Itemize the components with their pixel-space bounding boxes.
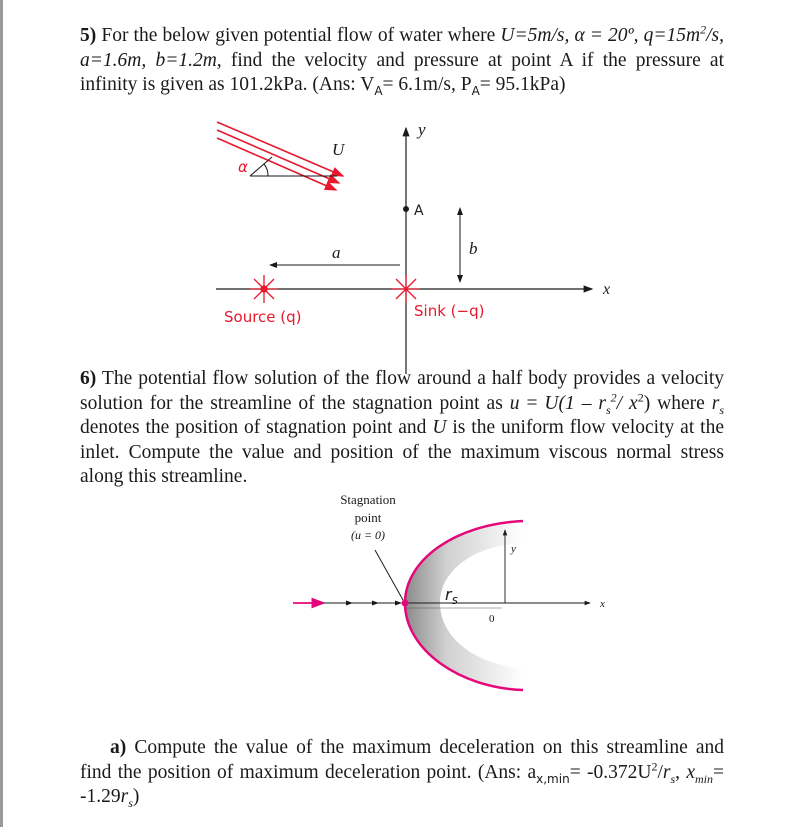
text-run: = [519, 392, 545, 414]
answer-pressure: = 95.1kPa) [479, 74, 566, 95]
label-origin: 0 [489, 613, 495, 625]
subscript: s [128, 795, 133, 810]
text-run: ) [643, 392, 651, 414]
label-U: U [332, 140, 345, 159]
value-alpha: = 20º, [584, 25, 639, 46]
text-run: ) [132, 786, 140, 807]
stagnation-leader [375, 550, 403, 600]
label-rs: $r_s$ [445, 585, 458, 607]
subscript: min [695, 771, 713, 786]
value-b: =1.2m, [165, 49, 222, 71]
answer-velocity: = 6.1m/s, P [382, 74, 472, 95]
label-x-2: x [600, 598, 605, 610]
label-y-2: y [511, 543, 516, 555]
superscript: 2 [637, 390, 644, 404]
value-U: =5m/s, [514, 25, 575, 46]
value-q: =15m [653, 25, 701, 46]
symbol-U: U [544, 392, 559, 414]
part-a-label: a) [110, 737, 127, 758]
symbol-U: U [500, 25, 515, 46]
subscript: s [670, 771, 676, 786]
subscript: s [719, 402, 725, 417]
text-run: , [675, 761, 687, 783]
subscript: x,min [536, 771, 570, 786]
text-run: denotes the position of stagnation point and [80, 417, 433, 438]
symbol-u: u [509, 392, 520, 414]
part-a-text [80, 736, 724, 810]
text-run: / [657, 761, 663, 783]
equation-part: (1 – [558, 392, 599, 414]
unit-q: /s, [706, 25, 724, 46]
symbol-r: r [662, 761, 671, 783]
symbol-r: r [598, 392, 606, 414]
label-source: Source (q) [224, 308, 302, 326]
text-run: find the velocity and pressure at point A if the pressure at infinity is given as 101.2kPa. (Ans: V [80, 49, 724, 95]
text-run: The potential flow solution of the flow around a half body provides a velocity solution for the streamline of the stagnation point as [80, 368, 724, 414]
value-a: =1.6m, [89, 49, 156, 71]
text-run: is the uniform flow velocity at the inlet. Compute the value and position of the maximum viscous normal stress along this streamline. [80, 417, 724, 487]
symbol-a: a [80, 49, 90, 71]
symbol-q: q [643, 25, 654, 46]
label-stagnation: Stagnation [340, 492, 396, 507]
subscript: s [606, 402, 611, 417]
label-x: x [603, 281, 611, 298]
equation-part: / [616, 392, 630, 414]
label-stagnation-point: point [354, 510, 382, 525]
text-run: where [650, 392, 712, 414]
text-run: = -0.372U [569, 761, 652, 783]
symbol-alpha: α [574, 25, 585, 46]
problem-5-number: 5) [80, 25, 97, 46]
symbol-r: r [120, 786, 129, 807]
label-y: y [418, 120, 426, 139]
label-a: a [332, 243, 341, 262]
problem-6-number: 6) [80, 368, 97, 389]
text-run: = -1.29 [80, 761, 724, 807]
text-run: For the below given potential flow of water where [96, 25, 501, 46]
label-b: b [469, 239, 478, 258]
stagnation-point-dot [402, 600, 409, 607]
superscript: 2 [610, 390, 617, 404]
exponent: 2 [700, 22, 707, 37]
label-stagnation-u: (u = 0) [350, 528, 386, 542]
subscript: A [471, 83, 480, 98]
label-A: A [414, 203, 424, 219]
symbol-x: x [686, 761, 695, 783]
superscript: 2 [651, 759, 658, 773]
symbol-r: r [711, 392, 720, 414]
subscript: A [374, 83, 383, 98]
symbol-U: U [432, 417, 447, 438]
symbol-b: b [155, 49, 166, 71]
symbol-x: x [629, 392, 638, 414]
label-alpha: α [238, 158, 248, 176]
label-sink: Sink (−q) [414, 302, 485, 320]
text-run: Compute the value of the maximum deceleration on this streamline and find the position of maximum deceleration point. (Ans: a [80, 737, 724, 783]
